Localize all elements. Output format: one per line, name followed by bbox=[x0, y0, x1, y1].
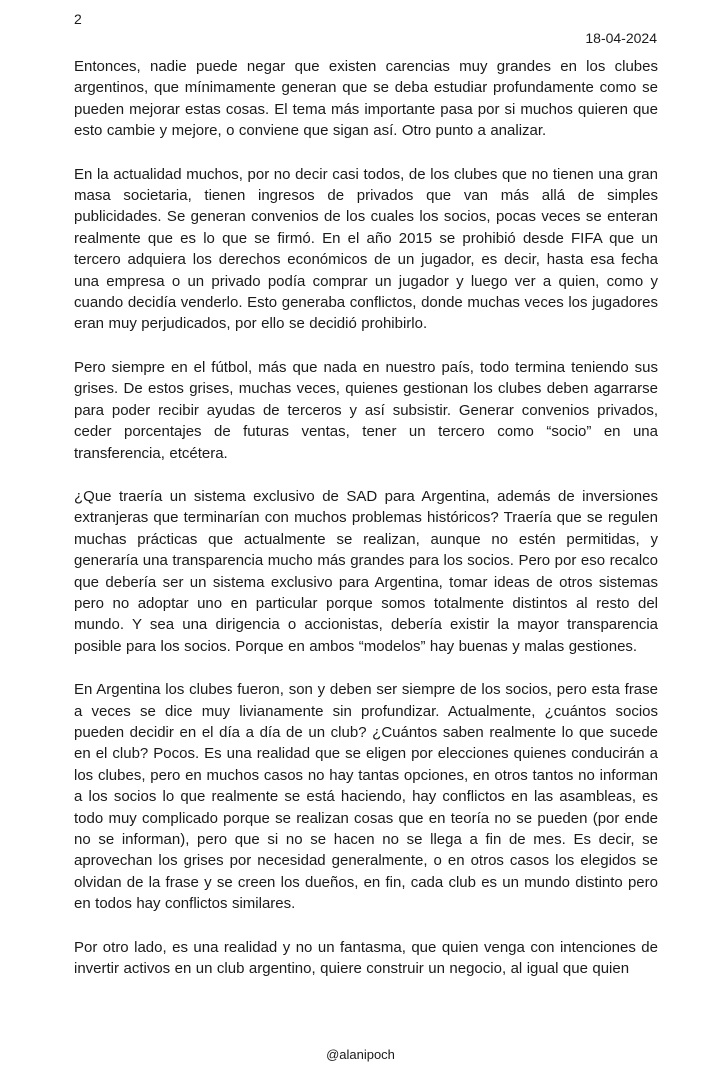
document-body bbox=[74, 56, 658, 1001]
paragraph: En la actualidad muchos, por no decir casi todos, de los clubes que no tienen una gran masa societaria, tienen ingresos de privados que van más allá de simples publicidades. Se generan convenios de los cuales los socios, pocas veces se enteran realmente que es lo que se firmó. En el año 2015 se prohibió desde FIFA que un tercero adquiera los derechos económicos de un jugador, es decir, hasta esa fecha una empresa o un privado podía comprar un jugador y luego ver a quien, como y cuando decidía venderlo. Esto generaba conflictos, donde muchas veces los jugadores eran muy perjudicados, por ello se decidió prohibirlo. bbox=[74, 165, 658, 333]
paragraph: Pero siempre en el fútbol, más que nada en nuestro país, todo termina teniendo sus grises. De estos grises, muchas veces, quienes gestionan los clubes deben agarrarse para poder recibir ayudas de terceros y así subsistir. Generar convenios privados, ceder porcentajes de futuras ventas, tener un tercero como “socio” en una transferencia, etcétera. bbox=[74, 358, 658, 462]
footer-handle: @alanipoch bbox=[326, 1047, 395, 1062]
paragraph: ¿Que traería un sistema exclusivo de SAD para Argentina, además de inversiones extranjeras que terminarían con muchos problemas históricos? Traería que se regulen muchas prácticas que actualmente se realizan, aunque no estén permitidas, y generaría una transparencia mucho más grandes para los socios. Pero por eso recalco que debería ser un sistema exclusivo para Argentina, tomar ideas de otros sistemas pero no adoptar uno en particular porque somos totalmente distintos al resto del mundo. Y sea una dirigencia o accionistas, debería existir la mayor transparencia posible para los socios. Porque en ambos “modelos” hay buenas y malas gestiones. bbox=[74, 487, 658, 655]
paragraph: Entonces, nadie puede negar que existen carencias muy grandes en los clubes argentinos, que mínimamente generan que se deba estudiar profundamente como se pueden mejorar estas cosas. El tema más importante pasa por si muchos quieren que esto cambie y mejore, o conviene que sigan así. Otro punto a analizar. bbox=[74, 58, 658, 140]
paragraph: En Argentina los clubes fueron, son y deben ser siempre de los socios, pero esta frase a veces se dice muy livianamente sin profundizar. Actualmente, ¿cuántos socios pueden decidir en el día a día de un club? ¿Cuántos saben realmente lo que sucede en el club? Pocos. Es una realidad que se eligen por elecciones quienes conducirán a los clubes, pero en muchos casos no hay tantas opciones, en otros tantos no informan a los socios lo que realmente se está haciendo, hay conflictos en las asambleas, es todo muy complicado porque se realizan cosas que en teoría no se pueden (por ende no se informan), pero que si no se hacen no se llega a fin de mes. Es decir, se aprovechan los grises por necesidad generalmente, o en otros casos los elegidos se olvidan de la frase y se creen los dueños, en fin, cada club es un mundo distinto pero en todos hay conflictos similares. bbox=[74, 681, 658, 913]
page-number: 2 bbox=[74, 11, 82, 27]
paragraph: Por otro lado, es una realidad y no un fantasma, que quien venga con intenciones de invertir activos en un club argentino, quiere construir un negocio, al igual que quien bbox=[74, 938, 658, 978]
document-date: 18-04-2024 bbox=[585, 30, 657, 46]
